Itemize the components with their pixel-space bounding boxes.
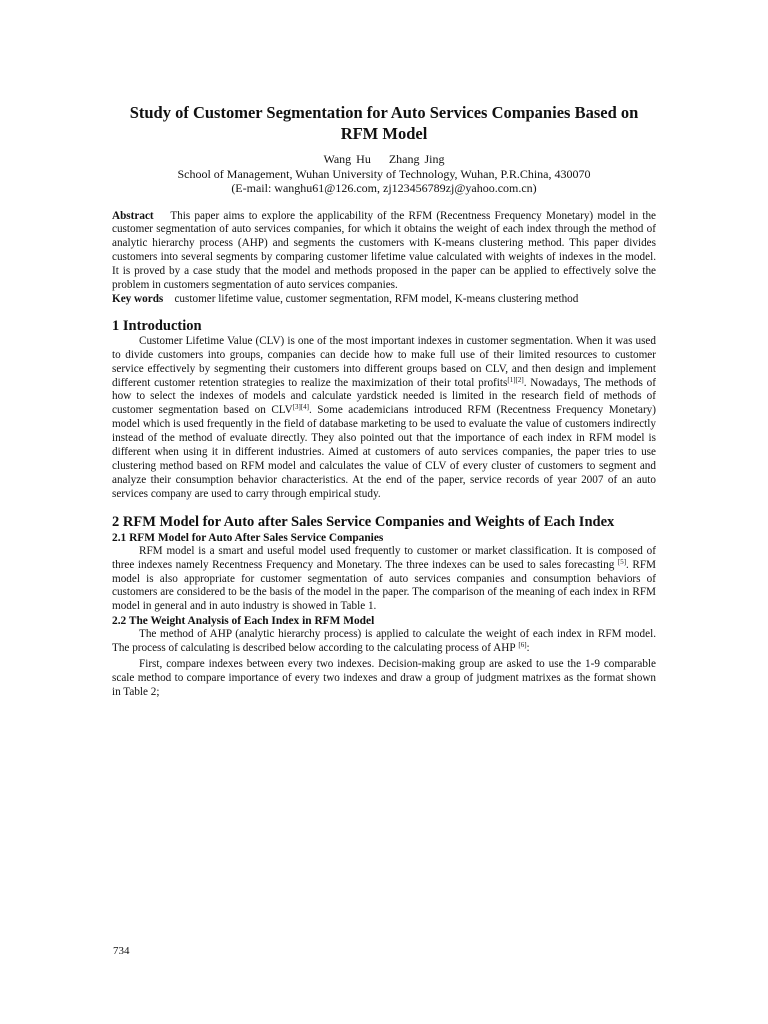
section-heading-rfm: 2 RFM Model for Auto after Sales Service Companies and Weights of Each Index	[112, 513, 615, 530]
text-run: :	[526, 642, 530, 655]
ahp-step-paragraph: First, compare indexes between every two indexes. Decision-making group are asked to use the 1-9 comparable scale method to compare importance of every two indexes and draw a group of judgment matrixes as the format shown in Table 2;	[112, 658, 656, 698]
citation: [5]	[617, 557, 627, 566]
abstract-label: Abstract	[112, 209, 154, 222]
keywords-label: Key words	[112, 292, 164, 305]
citation: [6]	[518, 641, 527, 650]
citation: [3][4]	[292, 403, 309, 412]
paper-page	[112, 102, 656, 700]
rfm-paragraph	[112, 545, 656, 615]
citation: [1][2]	[507, 375, 524, 384]
subsection-heading-2-1: 2.1 RFM Model for Auto After Sales Service Companies	[112, 531, 384, 544]
page-number: 734	[113, 945, 130, 957]
abstract	[112, 210, 656, 293]
text-run: . RFM model is also appropriate for customer segmentation of auto services companies and consumption behaviors of customers are considered to be the basis of the model in the paper. The comparison of the meaning of each index in RFM model in general and in auto industry is showed in Table 1.	[112, 558, 657, 613]
text-run: . Some academicians introduced RFM (Recentness Frequency Monetary) model which is used frequently in the field of database marketing to be used to evaluate the value of customers indirectly instead of the method of evaluate directly. They also pointed out that the importance of each index in RFM model is different when using it in different industries. Aimed at customers of auto services companies, the paper tries to use clustering method based on RFM model and calculates the value of CLV of every cluster of customers to segment and analyze their consumption behavior characteristics. At the end of the paper, service records of year 2007 of an auto services company are used to carry through empirical study.	[112, 404, 656, 500]
affiliation: School of Management, Wuhan University of Technology, Wuhan, P.R.China, 430070	[177, 166, 591, 181]
subsection-heading-2-2: 2.2 The Weight Analysis of Each Index in RFM Model	[112, 615, 375, 628]
author-name: Wang Hu	[323, 152, 371, 166]
section-heading-introduction: 1 Introduction	[112, 317, 202, 334]
text-run: Customer Lifetime Value (CLV) is one of the most important indexes in customer segmentation. When it was used to divide customers into groups, companies can decide how to make full use of their limited resources to customer service effectively by segmenting their customers into different groups based on CLV, and then design and implement different customer retention strategies to realize the maximization of their total profits	[112, 334, 656, 389]
abstract-text: This paper aims to explore the applicability of the RFM (Recentness Frequency Monetary) model in the customer segmentation of auto services companies, for which it obtains the weight of each index through the method of analytic hierarchy process (AHP) and segments the customers with K-means clustering method. This paper divides customers into several segments by comparing customer lifetime value calculated with weights of indexes in the model. It is proved by a case study that the model and methods proposed in the paper can be applied to effectively solve the problem in customers segmentation of auto services companies.	[112, 209, 656, 292]
author-name: Zhang Jing	[388, 152, 445, 166]
text-run: RFM model is a smart and useful model used frequently to customer or market classification. It is composed of three indexes namely Recentness Frequency and Monetary. The three indexes can be used to sales forecasting	[112, 544, 656, 571]
author-line	[112, 152, 656, 167]
text-run: The method of AHP (analytic hierarchy process) is applied to calculate the weight of each index in RFM model. The process of calculating is described below according to the calculating process of AHP	[112, 628, 656, 655]
paper-title: Study of Customer Segmentation for Auto Services Companies Based on RFM Model	[129, 103, 639, 143]
introduction-paragraph	[112, 335, 656, 502]
keywords-text: customer lifetime value, customer segmentation, RFM model, K-means clustering method	[174, 292, 579, 305]
ahp-paragraph	[112, 628, 656, 656]
keywords	[112, 293, 656, 307]
text-run: . Nowadays, The methods of how to select the indexes of models and calculate yardstick needed is limited in the research field of methods of customer segmentation based on CLV	[112, 376, 656, 417]
email-line: (E-mail: wanghu61@126.com, zj123456789zj@yahoo.com.cn)	[231, 181, 537, 195]
